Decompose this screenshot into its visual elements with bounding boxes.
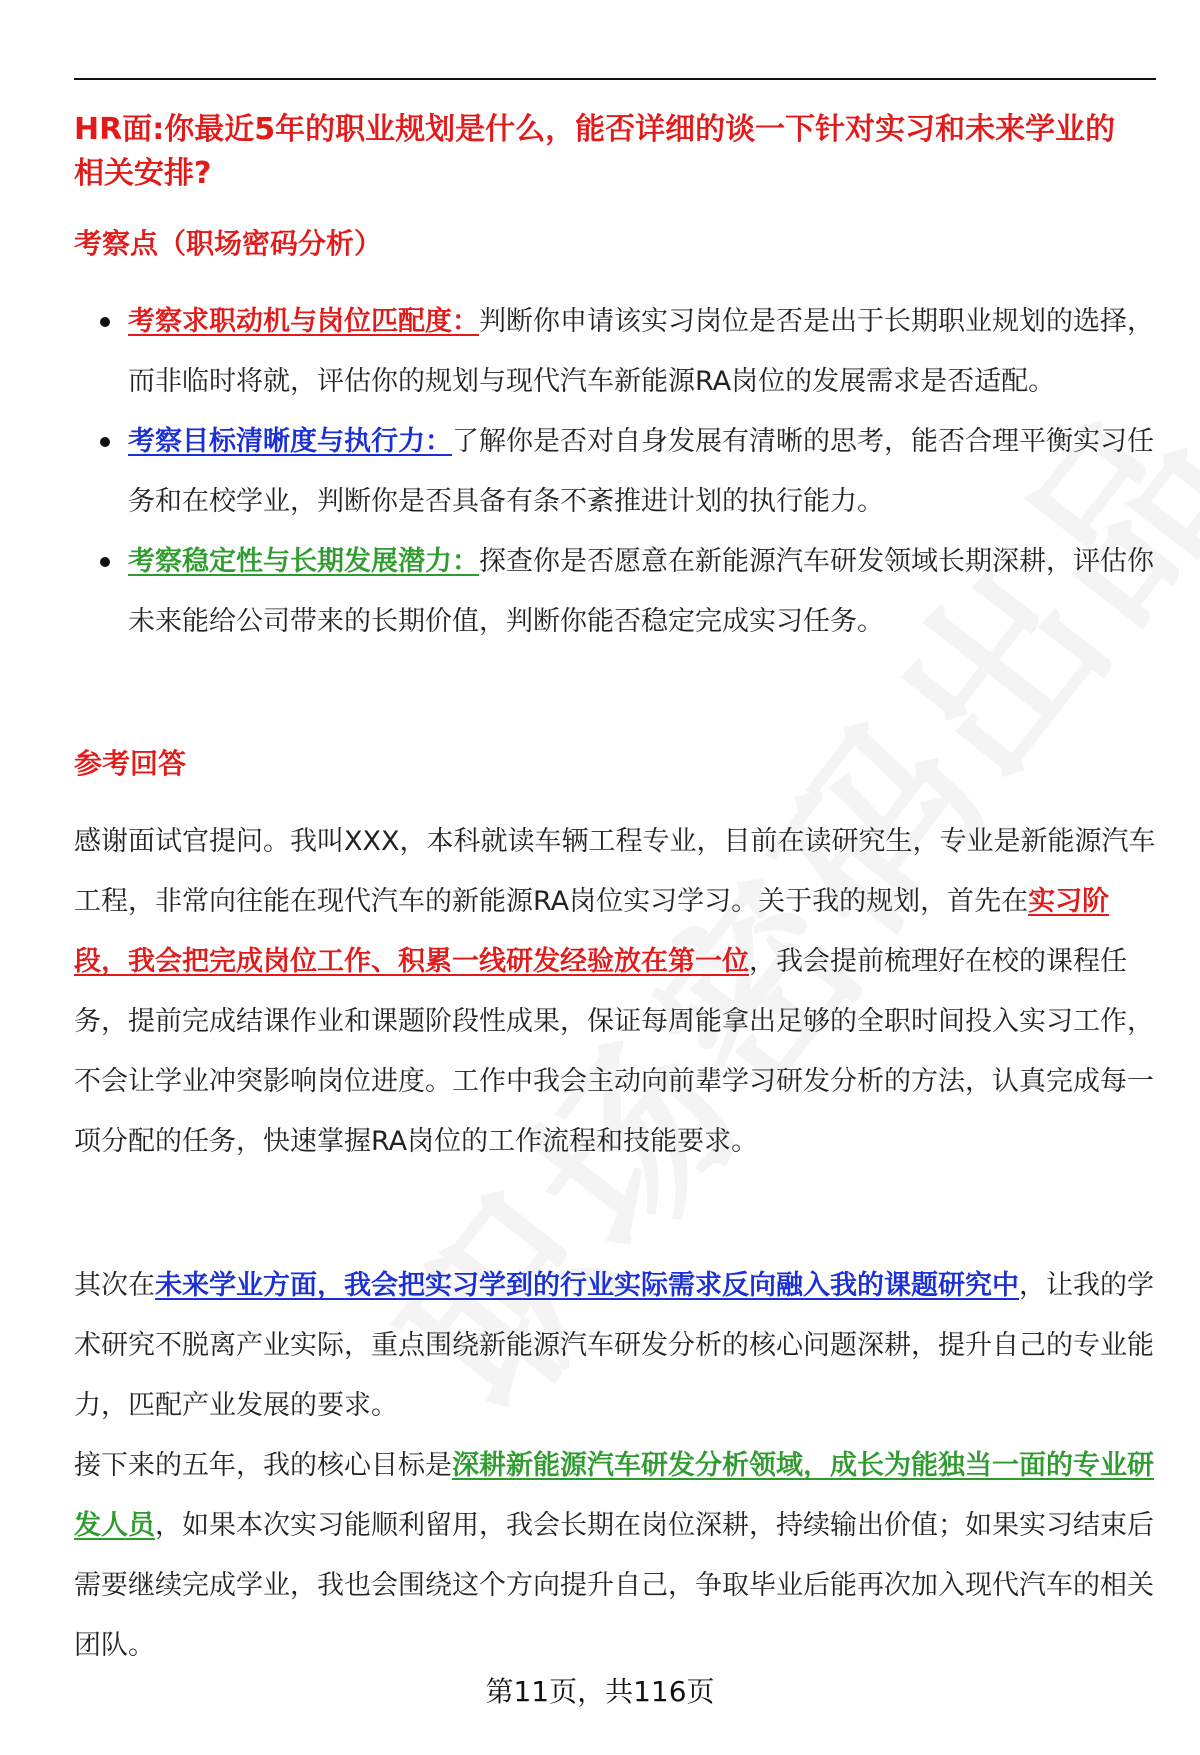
- answer-text: 接下来的五年，我的核心目标是: [74, 1450, 452, 1481]
- top-divider: [74, 78, 1156, 80]
- list-item: [74, 292, 1156, 412]
- bullet-icon: [100, 317, 110, 327]
- answer-text: ，我会提前梳理好在校的课程任务，提前完成结课作业和课题阶段性成果，保证每周能拿出足够的全职时间投入实习工作，不会让学业冲突影响岗位进度。工作中我会主动向前辈学习研发分析的方法，认真完成每一项分配的任务，快速掌握RA岗位的工作流程和技能要求。: [74, 946, 1154, 1157]
- points-list: [74, 292, 1156, 652]
- point-label: 考察目标清晰度与执行力：: [128, 426, 452, 457]
- section-points-title: 考察点（职场密码分析）: [74, 227, 383, 260]
- page-number: 第11页，共116页: [485, 1675, 715, 1708]
- answer-paragraph-1: [74, 812, 1156, 1172]
- list-item: [74, 412, 1156, 532]
- point-text: 了解你是否对自身发展有清晰的思考，能否合理平衡实习任务和在校学业，判断你是否具备有条不紊推进计划的执行能力。: [128, 426, 1154, 517]
- point-text: 判断你申请该实习岗位是否是出于长期职业规划的选择，而非临时将就，评估你的规划与现代汽车新能源RA岗位的发展需求是否适配。: [128, 306, 1154, 397]
- bullet-icon: [100, 437, 110, 447]
- section-answer-title: 参考回答: [74, 747, 187, 780]
- question-title: HR面:你最近5年的职业规划是什么，能否详细的谈一下针对实习和未来学业的相关安排?: [74, 112, 1116, 191]
- answer-paragraph-3: [74, 1436, 1156, 1676]
- list-item: [74, 532, 1156, 652]
- point-text: 探查你是否愿意在新能源汽车研发领域长期深耕，评估你未来能给公司带来的长期价值，判断你能否稳定完成实习任务。: [128, 546, 1154, 637]
- answer-highlight: 深耕新能源汽车研发分析领域，成长为能独当一面的专业研发人员: [74, 1450, 1154, 1541]
- answer-highlight: 未来学业方面，我会把实习学到的行业实际需求反向融入我的课题研究中: [155, 1270, 1019, 1301]
- answer-paragraph-2: [74, 1256, 1156, 1436]
- point-label: 考察求职动机与岗位匹配度：: [128, 306, 479, 337]
- answer-highlight: 实习阶段，我会把完成岗位工作、积累一线研发经验放在第一位: [74, 886, 1110, 977]
- answer-text: 其次在: [74, 1270, 155, 1301]
- bullet-icon: [100, 557, 110, 567]
- point-label: 考察稳定性与长期发展潜力：: [128, 546, 479, 577]
- answer-text: ，让我的学术研究不脱离产业实际，重点围绕新能源汽车研发分析的核心问题深耕，提升自己的专业能力，匹配产业发展的要求。: [74, 1270, 1154, 1421]
- answer-text: ，如果本次实习能顺利留用，我会长期在岗位深耕，持续输出价值；如果实习结束后需要继续完成学业，我也会围绕这个方向提升自己，争取毕业后能再次加入现代汽车的相关团队。: [74, 1510, 1154, 1661]
- answer-text: 感谢面试官提问。我叫XXX，本科就读车辆工程专业，目前在读研究生，专业是新能源汽车工程，非常向往能在现代汽车的新能源RA岗位实习学习。关于我的规划，首先在: [74, 826, 1156, 917]
